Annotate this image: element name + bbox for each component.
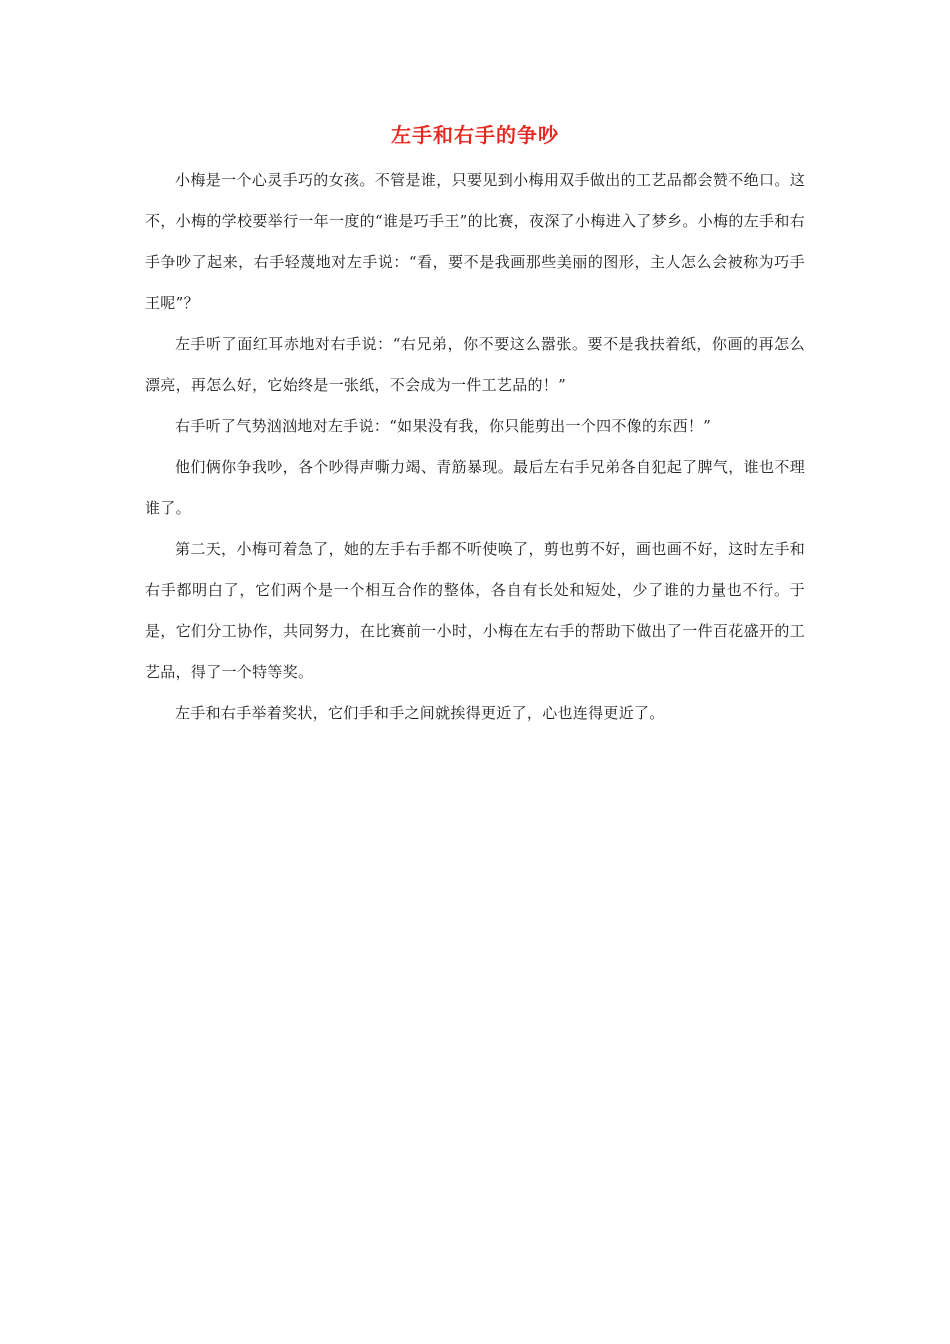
paragraph-6: 左手和右手举着奖状，它们手和手之间就挨得更近了，心也连得更近了。 bbox=[175, 704, 665, 722]
paragraph-3: 右手听了气势汹汹地对左手说：“如果没有我，你只能剪出一个四不像的东西！” bbox=[175, 417, 712, 435]
paragraph-5: 第二天，小梅可着急了，她的左手右手都不听使唤了，剪也剪不好，画也画不好，这时左手和右手都明白了，它们两个是一个相互合作的整体，各自有长处和短处，少了谁的力量也不行。于是，它们分工协作，共同努力，在比赛前一小时，小梅在左右手的帮助下做出了一件百花盛开的工艺品，得了一个特等奖。 bbox=[145, 540, 805, 681]
paragraph-4: 他们俩你争我吵，各个吵得声嘶力竭、青筋暴现。最后左右手兄弟各自犯起了脾气，谁也不理谁了。 bbox=[145, 458, 805, 517]
paragraph-2: 左手听了面红耳赤地对右手说：“右兄弟，你不要这么嚣张。要不是我扶着纸，你画的再怎么漂亮，再怎么好，它始终是一张纸，不会成为一件工艺品的！” bbox=[145, 335, 805, 394]
document-body bbox=[145, 118, 805, 734]
document-title: 左手和右手的争吵 bbox=[391, 123, 559, 147]
paragraph-1: 小梅是一个心灵手巧的女孩。不管是谁，只要见到小梅用双手做出的工艺品都会赞不绝口。这不，小梅的学校要举行一年一度的“谁是巧手王”的比赛，夜深了小梅进入了梦乡。小梅的左手和右手争吵了起来，右手轻蔑地对左手说：“看，要不是我画那些美丽的图形，主人怎么会被称为巧手王呢”？ bbox=[145, 171, 805, 312]
